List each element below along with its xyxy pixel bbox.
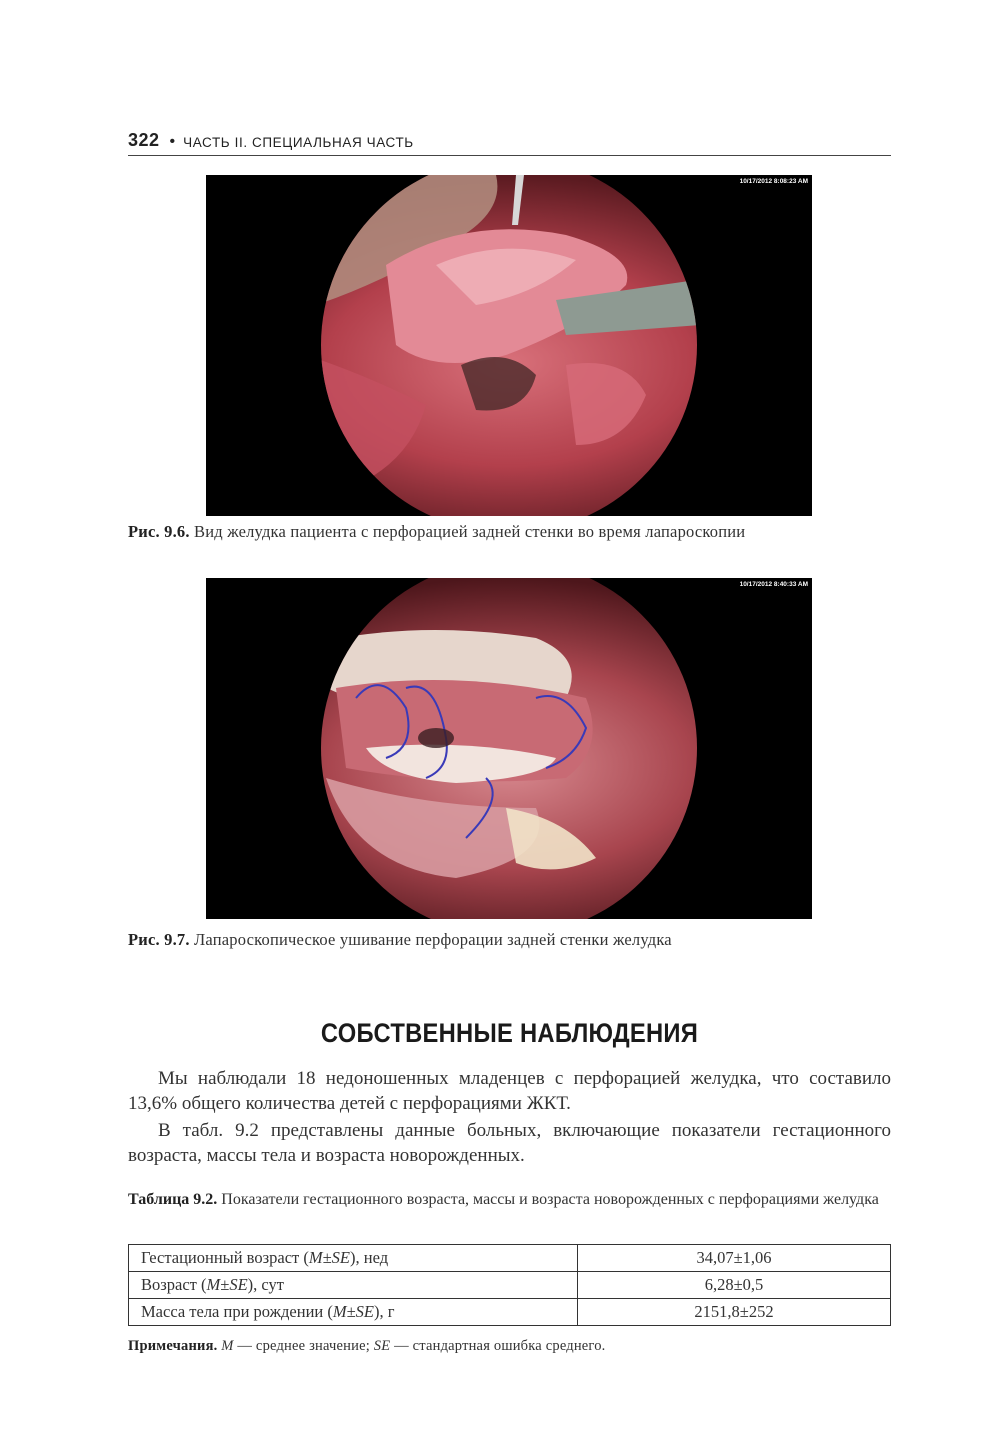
table-caption-label: Таблица 9.2. (128, 1191, 218, 1208)
header-bullet: • (169, 133, 176, 150)
table-row (129, 1299, 891, 1326)
paragraph: В табл. 9.2 представлены данные больных, включающие показатели гестационного возраста, массы тела и возраста новорожденных. (128, 1120, 891, 1166)
section-title: СОБСТВЕННЫЕ НАБЛЮДЕНИЯ (320, 1018, 699, 1048)
data-table (128, 1244, 891, 1326)
row-value: 2151,8±252 (578, 1299, 891, 1326)
row-value: 34,07±1,06 (578, 1245, 891, 1272)
caption-text: Вид желудка пациента с перфорацией задней стенки во время лапароскопии (189, 522, 746, 541)
photo-timestamp: 10/17/2012 8:40:33 AM (739, 581, 808, 588)
figure-9-7-image (206, 578, 812, 919)
table-caption (128, 1190, 891, 1210)
paragraph: Мы наблюдали 18 недоношенных младенцев с перфорацией желудка, что составило 13,6% общего количества детей с перфорациями ЖКТ. (128, 1068, 891, 1114)
figure-9-6-caption (128, 522, 898, 542)
table-note: Примечания. M — среднее значение; SE — стандартная ошибка среднего. (128, 1338, 606, 1354)
running-head: ЧАСТЬ II. СПЕЦИАЛЬНАЯ ЧАСТЬ (183, 135, 414, 150)
laparoscopy-photo-1 (206, 175, 812, 516)
table-row (129, 1245, 891, 1272)
page-number: 322 (128, 130, 160, 150)
table-row (129, 1272, 891, 1299)
photo-timestamp: 10/17/2012 8:08:23 AM (739, 178, 808, 185)
figure-9-6-image (206, 175, 812, 516)
page-header (128, 128, 891, 156)
note-label: Примечания. (128, 1338, 218, 1354)
caption-text: Лапароскопическое ушивание перфорации задней стенки желудка (189, 930, 672, 949)
caption-label: Рис. 9.7. (128, 930, 190, 949)
row-label: Масса тела при рождении (M±SE), г (129, 1299, 578, 1326)
table-caption-text: Показатели гестационного возраста, массы и возраста новорожденных с перфорациями желудка (217, 1191, 879, 1208)
row-value: 6,28±0,5 (578, 1272, 891, 1299)
figure-9-7-caption (128, 930, 898, 950)
row-label: Гестационный возраст (M±SE), нед (129, 1245, 578, 1272)
laparoscopy-photo-2 (206, 578, 812, 919)
caption-label: Рис. 9.6. (128, 522, 190, 541)
row-label: Возраст (M±SE), сут (129, 1272, 578, 1299)
